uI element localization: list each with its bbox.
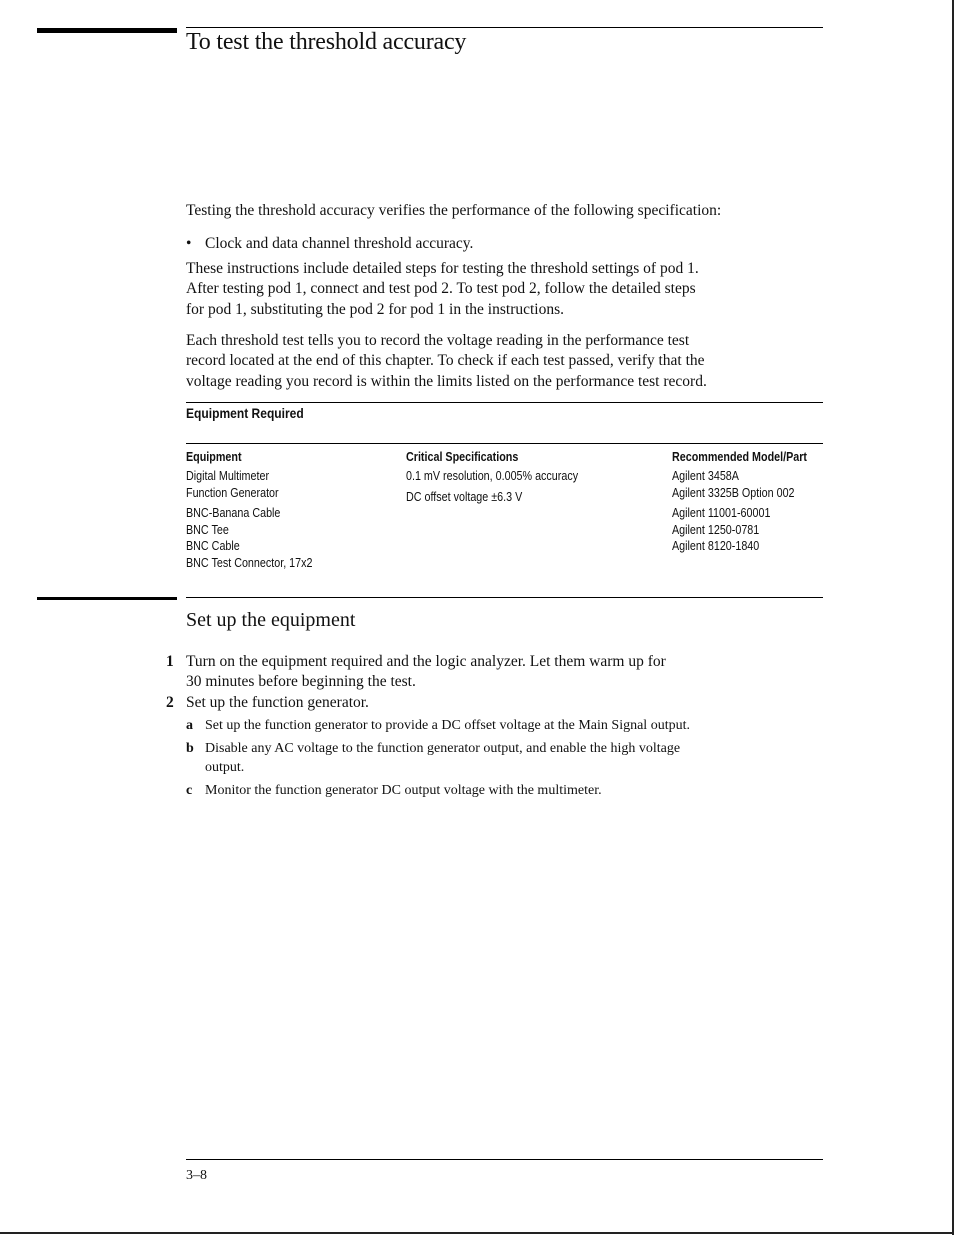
table-cell: Agilent 8120-1840 xyxy=(672,539,760,553)
column-header: Critical Specifications xyxy=(406,450,519,464)
table-cell: Agilent 3458A xyxy=(672,469,739,483)
section-divider xyxy=(186,597,823,598)
substep-text-line: Set up the function generator to provide a DC offset voltage at the Main Signal output. xyxy=(205,718,690,733)
instructions-paragraph xyxy=(186,259,836,320)
substep-b xyxy=(166,739,846,778)
bullet-icon: • xyxy=(186,235,192,252)
column-header: Recommended Model/Part xyxy=(672,450,808,464)
table-top-rule xyxy=(186,402,823,403)
table-cell: Digital Multimeter xyxy=(186,469,270,483)
paragraph-line: for pod 1, substituting the pod 2 for pod 1 in the instructions. xyxy=(186,300,565,318)
table-cell: BNC-Banana Cable xyxy=(186,506,281,520)
spec-bullet xyxy=(186,235,473,253)
section-marker-bar xyxy=(37,28,177,33)
step-number: 1 xyxy=(166,653,174,670)
substep-letter: a xyxy=(186,718,193,733)
substep-text-line: output. xyxy=(205,760,245,775)
section-marker-bar xyxy=(37,597,177,600)
spec-bullet-text: Clock and data channel threshold accuracy. xyxy=(205,235,474,252)
model-column xyxy=(672,449,842,555)
step-number: 2 xyxy=(166,694,174,711)
record-paragraph xyxy=(186,331,836,392)
table-cell: BNC Cable xyxy=(186,539,240,553)
column-header: Equipment xyxy=(186,450,242,464)
substep-c xyxy=(166,781,846,801)
step-text-line: Set up the function generator. xyxy=(186,694,369,711)
table-cell: Function Generator xyxy=(186,485,279,500)
table-cell: BNC Tee xyxy=(186,522,229,537)
section-title: Set up the equipment xyxy=(186,609,356,631)
step-text-line: Turn on the equipment required and the logic analyzer. Let them warm up for xyxy=(186,653,666,670)
paragraph-line: Each threshold test tells you to record the voltage reading in the performance test xyxy=(186,332,690,349)
substep-letter: c xyxy=(186,782,193,798)
page-number: 3–8 xyxy=(186,1168,207,1183)
page-title: To test the threshold accuracy xyxy=(186,29,467,55)
table-cell: Agilent 3325B Option 002 xyxy=(672,485,795,500)
table-cell: Agilent 11001-60001 xyxy=(672,506,771,520)
paragraph-line: record located at the end of this chapter. To check if each test passed, verify that the xyxy=(186,352,705,370)
equipment-table-title: Equipment Required xyxy=(186,405,304,421)
section-divider xyxy=(186,27,823,28)
substep-text-line: Disable any AC voltage to the function generator output, and enable the high voltage xyxy=(205,740,681,756)
substep-text-line: Monitor the function generator DC output voltage with the multimeter. xyxy=(205,782,602,798)
table-cell: 0.1 mV resolution, 0.005% accuracy xyxy=(406,469,579,483)
footer-rule xyxy=(186,1159,823,1160)
step-text-line: 30 minutes before beginning the test. xyxy=(186,673,416,690)
table-cell: Agilent 1250-0781 xyxy=(672,522,760,537)
equipment-column xyxy=(186,449,386,571)
table-cell: DC offset voltage ±6.3 V xyxy=(406,489,523,504)
substep-letter: b xyxy=(186,740,194,756)
critical-spec-column xyxy=(406,449,646,505)
table-cell: BNC Test Connector, 17x2 xyxy=(186,555,313,570)
substep-a xyxy=(166,716,846,736)
paragraph-line: voltage reading you record is within the limits listed on the performance test record. xyxy=(186,372,707,390)
step-2 xyxy=(166,693,846,713)
step-1 xyxy=(166,652,846,692)
paragraph-line: These instructions include detailed steps for testing the threshold settings of pod 1. xyxy=(186,260,699,277)
table-header-rule xyxy=(186,443,823,444)
paragraph-line: After testing pod 1, connect and test pod 2. To test pod 2, follow the detailed steps xyxy=(186,280,696,298)
page-border-bottom xyxy=(0,1232,954,1234)
setup-steps xyxy=(166,652,846,800)
intro-paragraph: Testing the threshold accuracy verifies the performance of the following specification: xyxy=(186,202,722,219)
